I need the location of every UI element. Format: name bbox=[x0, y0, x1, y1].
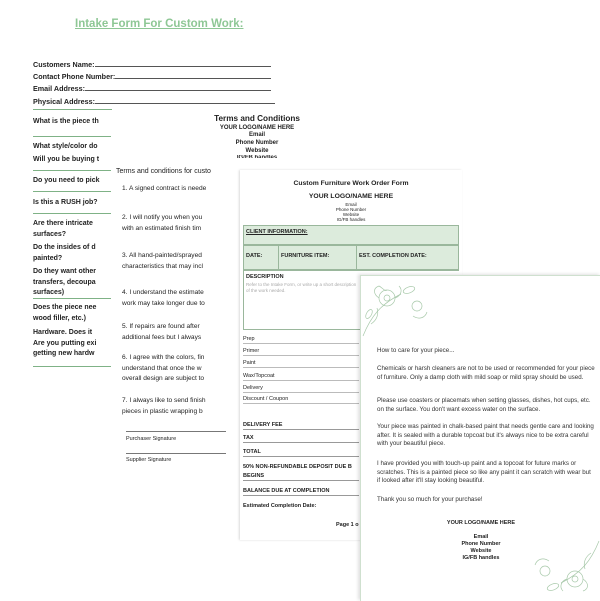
page-number: Page 1 o bbox=[336, 522, 359, 528]
line-wax-topcoat: Wax/Topcoat bbox=[243, 373, 359, 381]
supplier-signature-label: Supplier Signature bbox=[126, 457, 172, 463]
term-item-7: 7. I always like to send finish pieces in plastic wrapping b bbox=[122, 397, 206, 415]
divider bbox=[33, 298, 111, 299]
terms-phone: Phone Number bbox=[235, 140, 279, 146]
email-address-field: Email Address: bbox=[33, 82, 271, 93]
terms-handles: IG/FB handles bbox=[236, 155, 278, 158]
care-paragraph-4: I have provided you with touch-up paint and a topcoat for future marks or scratches. This is a painted piece so like any paint it can scratch with wear but if looked after it'll stay looking beautiful. bbox=[377, 460, 591, 485]
terms-email: Email bbox=[248, 132, 265, 138]
purchaser-signature-line bbox=[126, 431, 226, 432]
terms-website: Website bbox=[245, 148, 269, 154]
question-hardware: Hardware. Does it Are you putting exi getting new hardw bbox=[33, 329, 97, 357]
work-order-website: Website bbox=[342, 212, 360, 217]
work-order-logo: YOUR LOGO/NAME HERE bbox=[308, 193, 394, 200]
term-item-4: 4. I understand the estimate work may take longer due to bbox=[122, 289, 205, 307]
question-pickup: Do you need to pick bbox=[33, 177, 100, 184]
work-order-handles: IG/FB handles bbox=[336, 217, 366, 222]
deposit-row: 50% NON-REFUNDABLE DEPOSIT DUE B bbox=[243, 464, 352, 470]
date-label: DATE: bbox=[244, 246, 279, 269]
delivery-fee-row: DELIVERY FEE bbox=[243, 422, 359, 430]
balance-due-row: BALANCE DUE AT COMPLETION bbox=[243, 488, 359, 496]
care-thank-you: Thank you so much for your purchase! bbox=[377, 496, 483, 503]
line-prep: Prep bbox=[243, 336, 359, 344]
tax-row: TAX bbox=[243, 435, 359, 443]
line-paint: Paint bbox=[243, 360, 359, 368]
care-card-sheet bbox=[360, 275, 600, 601]
date-item-row bbox=[243, 245, 459, 270]
deposit-begins-row: BEGINS bbox=[243, 473, 359, 481]
physical-address-field: Physical Address: bbox=[33, 95, 275, 106]
client-information-row: CLIENT INFORMATION: bbox=[243, 225, 459, 245]
term-item-3: 3. All hand-painted/sprayed characteristics that may incl bbox=[122, 252, 203, 270]
terms-intro: Terms and conditions for custo bbox=[116, 168, 211, 175]
question-repairs: Does the piece nee wood filler, etc.) bbox=[33, 304, 97, 322]
question-rush: Is this a RUSH job? bbox=[33, 199, 98, 206]
question-intricate: Are there intricate surfaces? bbox=[33, 220, 93, 238]
description-note: Refer to the Intake Form, or write up a short description of the work needed. bbox=[246, 282, 357, 293]
customer-name-field: Customers Name: bbox=[33, 58, 271, 69]
question-buying: Will you be buying t bbox=[33, 156, 100, 163]
term-item-2: 2. I will notify you when you with an estimated finish tim bbox=[122, 214, 203, 232]
care-logo: YOUR LOGO/NAME HERE bbox=[446, 520, 516, 526]
contact-phone-field: Contact Phone Number: bbox=[33, 70, 271, 81]
divider bbox=[33, 213, 111, 214]
term-item-1: 1. A signed contract is neede bbox=[122, 185, 207, 192]
term-item-5: 5. If repairs are found after additional fees but I always bbox=[122, 323, 202, 341]
supplier-signature-line bbox=[126, 453, 226, 454]
question-insides: Do the insides of d painted? bbox=[33, 244, 96, 262]
work-order-email: Email bbox=[345, 202, 357, 207]
divider bbox=[33, 366, 111, 367]
care-paragraph-1: Chemicals or harsh cleaners are not to be used or recommended for your piece of furniture. Only a damp cloth with mild soap or mild spray should be used. bbox=[377, 365, 595, 381]
term-item-6: 6. I agree with the colors, fin understand that once the w overall design are subject to bbox=[122, 354, 205, 382]
work-order-phone: Phone Number bbox=[335, 207, 367, 212]
care-email: Email bbox=[473, 534, 489, 540]
care-title: How to care for your piece... bbox=[377, 347, 455, 354]
terms-logo: YOUR LOGO/NAME HERE bbox=[219, 125, 295, 131]
care-website: Website bbox=[470, 548, 492, 554]
line-primer: Primer bbox=[243, 348, 359, 356]
purchaser-signature-label: Purchaser Signature bbox=[126, 436, 177, 442]
question-piece: What is the piece th bbox=[33, 118, 99, 125]
terms-title: Terms and Conditions bbox=[214, 114, 300, 123]
description-label: DESCRIPTION bbox=[246, 274, 284, 280]
care-paragraph-2: Please use coasters or placemats when setting glasses, dishes, hot cups, etc. on the surface. You don't want excess water on the surface. bbox=[377, 397, 591, 413]
question-other-finishes: Do they want other transfers, decoupa surfaces) bbox=[33, 268, 97, 296]
care-phone: Phone Number bbox=[461, 541, 501, 547]
estimated-completion-row: Estimated Completion Date: bbox=[243, 503, 317, 509]
line-delivery: Delivery bbox=[243, 385, 359, 393]
divider bbox=[33, 136, 111, 137]
est-completion-label: EST. COMPLETION DATE: bbox=[359, 253, 427, 259]
furniture-item-label: FURNITURE ITEM: bbox=[279, 246, 357, 269]
work-order-title: Custom Furniture Work Order Form bbox=[293, 180, 409, 187]
care-handles: IG/FB handles bbox=[462, 555, 500, 561]
care-paragraph-3: Your piece was painted in chalk-based paint that needs gentle care and looking after. It is sealed with a durable topcoat but it's always nice to be extra careful with your beautiful piece. bbox=[377, 423, 594, 448]
total-row: TOTAL bbox=[243, 449, 359, 457]
intake-form-title: Intake Form For Custom Work: bbox=[75, 18, 244, 30]
question-style-color: What style/color do bbox=[33, 143, 98, 150]
line-discount: Discount / Coupon bbox=[243, 396, 359, 404]
divider bbox=[33, 191, 111, 192]
floral-corner-top-left bbox=[361, 276, 441, 346]
divider bbox=[33, 170, 111, 171]
